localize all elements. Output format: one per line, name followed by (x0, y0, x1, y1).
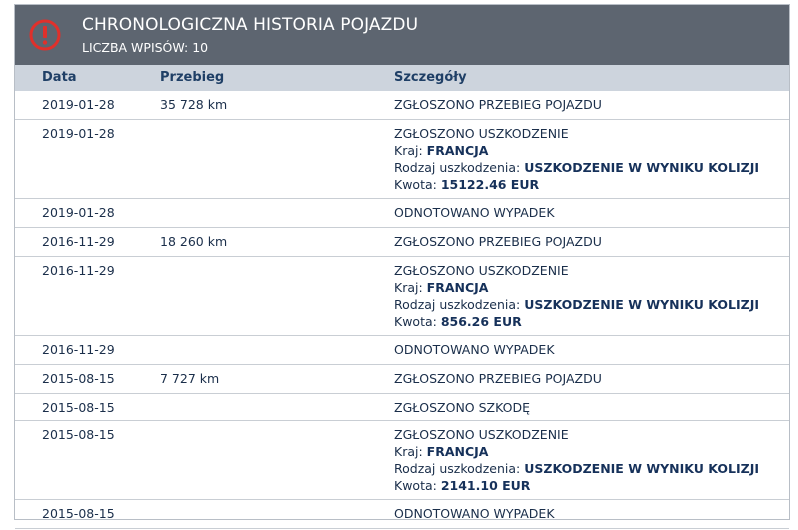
table-row (15, 199, 789, 228)
row-event: ZGŁOSZONO PRZEBIEG POJAZDU (394, 371, 602, 386)
damage-type-value: USZKODZENIE W WYNIKU KOLIZJI (524, 461, 759, 476)
row-event: ZGŁOSZONO SZKODĘ (394, 400, 530, 415)
row-mileage: 18 260 km (160, 234, 228, 249)
damage-type-label: Rodzaj uszkodzenia: (394, 160, 521, 175)
table-row (15, 365, 789, 394)
row-country (394, 142, 759, 159)
amount-value: 2141.10 EUR (440, 478, 531, 493)
amount-label: Kwota: (394, 177, 437, 192)
table-row (15, 421, 789, 500)
row-details (394, 96, 602, 113)
row-details (394, 426, 759, 494)
country-value: FRANCJA (426, 143, 489, 158)
country-value: FRANCJA (426, 280, 489, 295)
row-details (394, 341, 555, 358)
amount-value: 15122.46 EUR (440, 177, 540, 192)
history-header (15, 5, 789, 65)
row-amount (394, 477, 759, 494)
entry-count: LICZBA WPISÓW: 10 (82, 40, 209, 55)
row-amount (394, 313, 759, 330)
table-row (15, 336, 789, 365)
country-label: Kraj: (394, 143, 423, 158)
row-date: 2015-08-15 (42, 371, 115, 386)
country-label: Kraj: (394, 444, 423, 459)
history-title: CHRONOLOGICZNA HISTORIA POJAZDU (82, 15, 419, 35)
row-details (394, 262, 759, 330)
row-date: 2019-01-28 (42, 205, 115, 220)
column-date-header: Data (42, 70, 77, 85)
country-value: FRANCJA (426, 444, 489, 459)
row-details (394, 370, 602, 387)
row-event: ZGŁOSZONO USZKODZENIE (394, 126, 569, 141)
row-date: 2019-01-28 (42, 97, 115, 112)
table-row (15, 228, 789, 257)
table-row (15, 500, 789, 529)
table-row (15, 257, 789, 336)
row-damage-type (394, 159, 759, 176)
alert-circle-icon (29, 19, 61, 51)
column-details-header: Szczegóły (394, 70, 467, 85)
table-row (15, 91, 789, 120)
damage-type-value: USZKODZENIE W WYNIKU KOLIZJI (524, 160, 759, 175)
row-damage-type (394, 296, 759, 313)
row-details (394, 233, 602, 250)
row-date: 2015-08-15 (42, 427, 115, 442)
history-rows (15, 91, 789, 529)
amount-value: 856.26 EUR (440, 314, 522, 329)
row-date: 2015-08-15 (42, 400, 115, 415)
row-damage-type (394, 460, 759, 477)
row-date: 2019-01-28 (42, 126, 115, 141)
amount-label: Kwota: (394, 314, 437, 329)
table-row (15, 394, 789, 421)
row-details (394, 399, 530, 416)
row-details (394, 204, 555, 221)
row-date: 2016-11-29 (42, 342, 115, 357)
row-date: 2016-11-29 (42, 234, 115, 249)
damage-type-label: Rodzaj uszkodzenia: (394, 461, 521, 476)
row-event: ODNOTOWANO WYPADEK (394, 342, 555, 357)
row-date: 2016-11-29 (42, 263, 115, 278)
damage-type-value: USZKODZENIE W WYNIKU KOLIZJI (524, 297, 759, 312)
row-details (394, 505, 555, 522)
table-row (15, 120, 789, 199)
vehicle-history-panel (14, 4, 790, 520)
table-header (15, 65, 789, 91)
row-country (394, 279, 759, 296)
row-event: ZGŁOSZONO PRZEBIEG POJAZDU (394, 234, 602, 249)
row-event: ODNOTOWANO WYPADEK (394, 205, 555, 220)
row-mileage: 7 727 km (160, 371, 220, 386)
row-event: ZGŁOSZONO PRZEBIEG POJAZDU (394, 97, 602, 112)
row-amount (394, 176, 759, 193)
row-date: 2015-08-15 (42, 506, 115, 521)
row-mileage: 35 728 km (160, 97, 228, 112)
damage-type-label: Rodzaj uszkodzenia: (394, 297, 521, 312)
row-event: ZGŁOSZONO USZKODZENIE (394, 427, 569, 442)
row-details (394, 125, 759, 193)
row-country (394, 443, 759, 460)
amount-label: Kwota: (394, 478, 437, 493)
row-event: ODNOTOWANO WYPADEK (394, 506, 555, 521)
row-event: ZGŁOSZONO USZKODZENIE (394, 263, 569, 278)
column-mileage-header: Przebieg (160, 70, 225, 85)
country-label: Kraj: (394, 280, 423, 295)
